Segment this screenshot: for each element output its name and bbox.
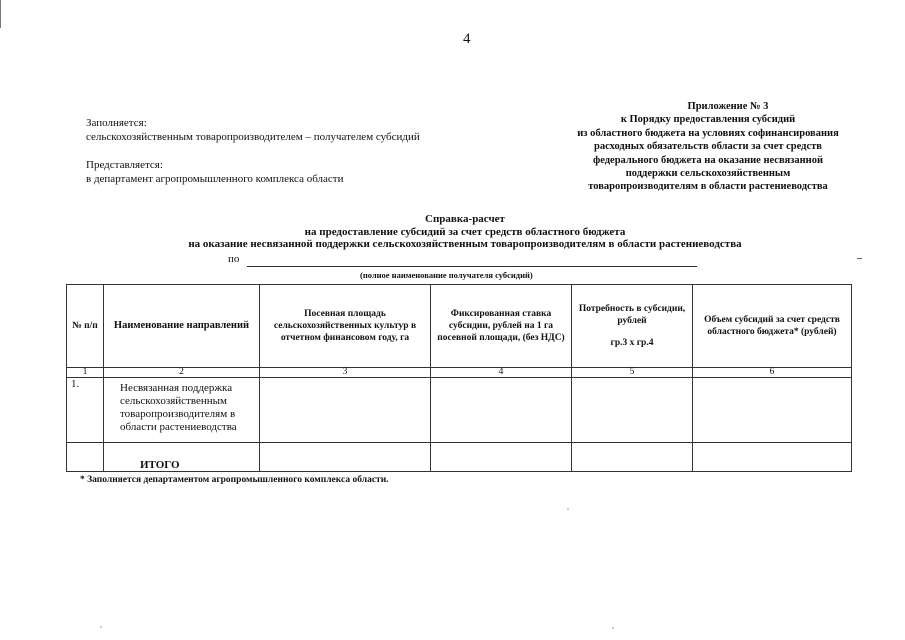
- volume-cell[interactable]: [693, 378, 852, 443]
- scan-speck: [612, 627, 614, 629]
- column-number: 3: [260, 368, 431, 378]
- filled-label: Заполняется:: [86, 117, 147, 129]
- total-row: [67, 443, 852, 472]
- recipient-caption: (полное наименование получателя субсидий): [360, 270, 533, 280]
- appendix-line-2: к Порядку предоставления субсидий: [620, 114, 796, 126]
- margin-dash: [857, 258, 862, 259]
- recipient-po-label: по: [228, 253, 240, 265]
- header-sown-area: Посевная площадь сельскохозяйственных культур в отчетном финансовом году, га: [260, 285, 431, 368]
- total-number-cell: [67, 443, 104, 472]
- table-header-row: [67, 285, 852, 368]
- page-number: 4: [463, 31, 471, 47]
- appendix-line-1: Приложение № 3: [687, 101, 769, 112]
- appendix-line-4: расходных обязательств области за счет средств: [594, 141, 822, 153]
- need-cell[interactable]: [572, 378, 693, 443]
- appendix-line-5: федерального бюджета на оказание несвязанной: [592, 154, 824, 166]
- total-volume-cell[interactable]: [693, 443, 852, 472]
- document-title: [150, 213, 780, 251]
- row-number: 1.: [67, 378, 104, 443]
- appendix-line-7: товаропроизводителям в области растениеводства: [588, 181, 828, 193]
- scan-speck: [567, 508, 569, 510]
- header-direction: Наименование направлений: [104, 285, 260, 368]
- column-number: 6: [693, 368, 852, 378]
- sown-area-cell[interactable]: [260, 378, 431, 443]
- header-need-label: Потребность в субсидии, рублей: [578, 304, 686, 326]
- page-edge-mark: [0, 0, 1, 28]
- calculation-table: [66, 284, 852, 472]
- submitted-to: в департамент агропромышленного комплекса области: [86, 173, 344, 185]
- column-number-row: [67, 368, 852, 378]
- submitted-label: Представляется:: [86, 159, 163, 171]
- title-line-1: Справка-расчет: [425, 213, 505, 225]
- table-row: [67, 378, 852, 443]
- scan-speck: [100, 626, 102, 628]
- title-line-3: на оказание несвязанной поддержки сельскохозяйственным товаропроизводителям в области растениеводства: [188, 238, 742, 250]
- column-number: 4: [431, 368, 572, 378]
- appendix-line-6: поддержки сельскохозяйственным: [625, 168, 791, 180]
- total-need-cell[interactable]: [572, 443, 693, 472]
- footnote: * Заполняется департаментом агропромышленного комплекса области.: [80, 475, 389, 485]
- header-number: № п/п: [67, 285, 104, 368]
- appendix-line-3: из областного бюджета на условиях софинансирования: [577, 127, 839, 139]
- column-number: 5: [572, 368, 693, 378]
- filled-by: сельскохозяйственным товаропроизводителем – получателем субсидий: [86, 131, 420, 143]
- recipient-name-line[interactable]: [247, 266, 697, 267]
- total-fixed-rate-cell[interactable]: [431, 443, 572, 472]
- total-label: ИТОГО: [104, 443, 260, 472]
- title-line-2: на предоставление субсидий за счет средств областного бюджета: [304, 225, 626, 238]
- row-direction-name: Несвязанная поддержка сельскохозяйственным товаропроизводителям в области растениеводства: [104, 378, 260, 443]
- column-number: 1: [67, 368, 104, 378]
- header-need: [572, 285, 693, 368]
- column-number: 2: [104, 368, 260, 378]
- fixed-rate-cell[interactable]: [431, 378, 572, 443]
- fill-info-block: [86, 116, 420, 186]
- total-sown-area-cell[interactable]: [260, 443, 431, 472]
- header-volume: Объем субсидий за счет средств областного бюджета* (рублей): [693, 285, 852, 368]
- header-need-formula: гр.3 х гр.4: [610, 338, 654, 348]
- header-fixed-rate: Фиксированная ставка субсидии, рублей на 1 га посевной площади, (без НДС): [431, 285, 572, 368]
- appendix-header: [540, 100, 876, 194]
